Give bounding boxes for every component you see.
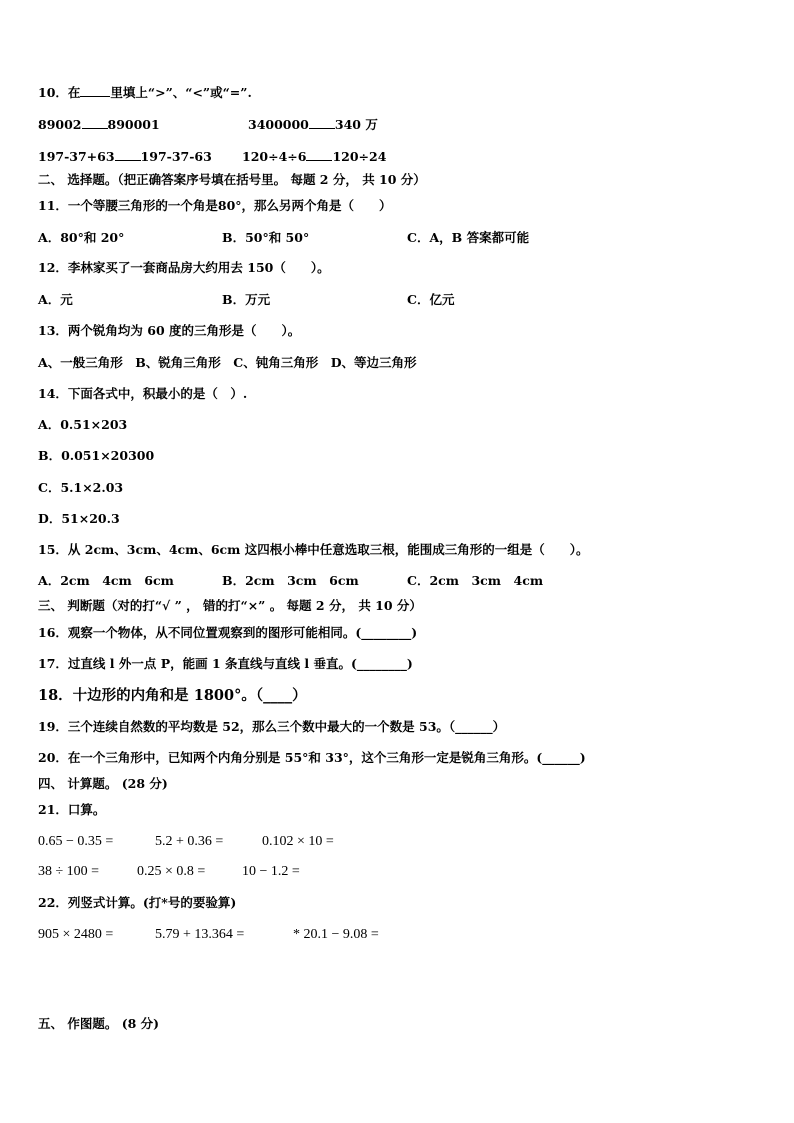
q10-row-2 (38, 148, 212, 165)
q14-option-a[interactable]: A．0.51×203 (38, 417, 128, 432)
q15-option-b[interactable]: B．2cm 3cm 6cm (222, 573, 359, 588)
q10-row-1 (38, 116, 160, 133)
q11-stem: 11．一个等腰三角形的一个角是80°，那么另两个角是（ ） (38, 198, 392, 213)
q21-expr-4: 38 ÷ 100 = (38, 864, 100, 879)
section-5-title: 五、 作图题。 (8 分) (38, 1016, 160, 1031)
q11-option-b[interactable]: B．50°和 50° (222, 230, 310, 245)
q21-expr-2: 5.2 + 0.36 = (155, 834, 224, 849)
q11-option-c[interactable]: C．A，B 答案都可能 (407, 230, 530, 245)
q10-row-2b (242, 148, 386, 165)
q11-option-a[interactable]: A．80°和 20° (38, 230, 125, 245)
q10-r1a-blank[interactable] (82, 116, 108, 129)
q10-r2a-right: 197-37-63 (140, 149, 212, 164)
q17-text: 17．过直线 l 外一点 P，能画 1 条直线与直线 l 垂直。(________) (38, 656, 413, 671)
q10-r1a-left: 89002 (38, 117, 82, 132)
q10-r2b-right: 120÷24 (332, 149, 387, 164)
q15-option-c[interactable]: C．2cm 3cm 4cm (407, 573, 544, 588)
q10-r1b-left: 3400000 (248, 117, 309, 132)
q15-stem: 15．从 2cm、3cm、4cm、6cm 这四根小棒中任意选取三根，能围成三角形的一组是（ ）。 (38, 542, 589, 557)
q21-stem: 21．口算。 (38, 802, 106, 817)
q10-r2a-blank[interactable] (115, 148, 141, 161)
q14-stem: 14．下面各式中，积最小的是（ ）. (38, 386, 248, 401)
q10-r1a-right: 890001 (107, 117, 160, 132)
section-3-title: 三、 判断题（对的打“√ ” ， 错的打“×” 。 每题 2 分， 共 10 分） (38, 598, 422, 613)
q10-r1b-right: 340 万 (334, 117, 378, 132)
q21-expr-5: 0.25 × 0.8 = (137, 864, 206, 879)
q10-blank[interactable] (80, 84, 110, 97)
section-4-title: 四、 计算题。 (28 分) (38, 776, 168, 791)
q21-expr-1: 0.65 − 0.35 = (38, 834, 114, 849)
q10-r2b-blank[interactable] (306, 148, 332, 161)
q22-expr-3: * 20.1 − 9.08 = (293, 927, 379, 942)
q12-option-b[interactable]: B．万元 (222, 292, 271, 307)
q13-options[interactable]: A、一般三角形 B、锐角三角形 C、钝角三角形 D、等边三角形 (38, 355, 417, 370)
q20-text: 20．在一个三角形中，已知两个内角分别是 55°和 33°，这个三角形一定是锐角三角形。(______) (38, 750, 586, 765)
q22-expr-2: 5.79 + 13.364 = (155, 927, 245, 942)
q12-stem: 12．李林家买了一套商品房大约用去 150（ ）。 (38, 260, 330, 275)
q13-stem: 13．两个锐角均为 60 度的三角形是（ ）。 (38, 323, 301, 338)
q14-option-d[interactable]: D．51×20.3 (38, 511, 120, 526)
q18-text: 18．十边形的内角和是 1800°。（____） (38, 687, 307, 704)
q16-text: 16．观察一个物体，从不同位置观察到的图形可能相同。(________) (38, 625, 418, 640)
q10-r2a-left: 197-37+63 (38, 149, 115, 164)
q10-row-1b (248, 116, 378, 133)
q10-stem (38, 84, 252, 101)
q22-expr-1: 905 × 2480 = (38, 927, 114, 942)
q12-option-c[interactable]: C．亿元 (407, 292, 455, 307)
q15-option-a[interactable]: A．2cm 4cm 6cm (38, 573, 174, 588)
q10-text-a: 10．在 (38, 85, 81, 100)
q14-option-c[interactable]: C．5.1×2.03 (38, 480, 124, 495)
q21-expr-6: 10 − 1.2 = (242, 864, 300, 879)
q21-expr-3: 0.102 × 10 = (262, 834, 334, 849)
q14-option-b[interactable]: B．0.051×20300 (38, 448, 155, 463)
q10-text-b: 里填上“>”、“<”或“=”. (110, 85, 252, 100)
q10-r2b-left: 120÷4÷6 (242, 149, 307, 164)
q22-stem: 22．列竖式计算。(打*号的要验算) (38, 895, 237, 910)
q19-text: 19．三个连续自然数的平均数是 52，那么三个数中最大的一个数是 53。（______） (38, 719, 506, 734)
q10-r1b-blank[interactable] (309, 116, 335, 129)
section-2-title: 二、 选择题。（把正确答案序号填在括号里。 每题 2 分， 共 10 分） (38, 172, 426, 187)
q12-option-a[interactable]: A．元 (38, 292, 73, 307)
